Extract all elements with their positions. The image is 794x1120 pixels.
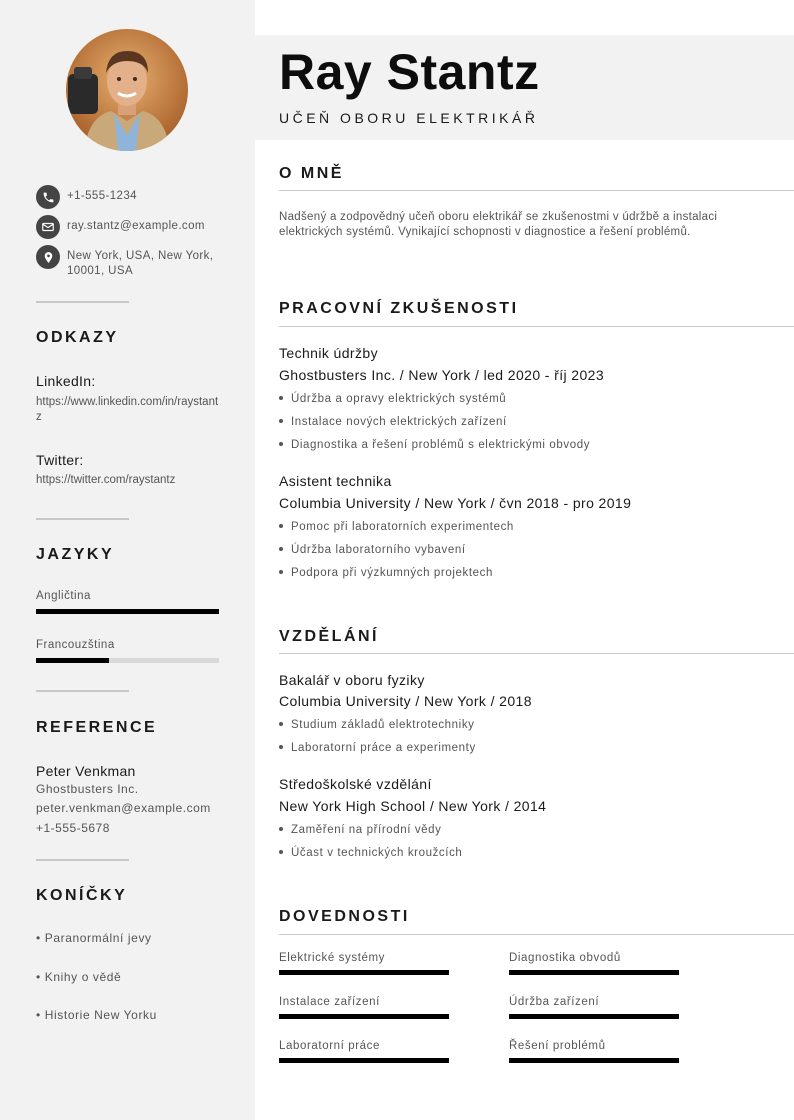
job-org-entry: Ghostbusters Inc. / New York / led 2020 - říj 2023 <box>279 367 605 383</box>
links-heading: ODKAZY <box>36 329 119 346</box>
skill-bar <box>279 1014 449 1019</box>
bullet-dot <box>279 547 283 551</box>
sidebar-divider <box>36 859 129 861</box>
bullet-text: Diagnostika a řešení problémů s elektrickými obvody <box>291 439 591 451</box>
bullet-text: Údržba laboratorního vybavení <box>291 544 466 556</box>
job-bullet <box>279 544 466 556</box>
skill-name: Instalace zařízení <box>279 996 380 1008</box>
section-rule <box>279 934 794 935</box>
job-org-entry: Columbia University / New York / čvn 2018 - pro 2019 <box>279 495 632 511</box>
reference-name: Peter Venkman <box>36 763 136 779</box>
language-name: Francouzština <box>36 639 115 651</box>
sidebar-divider <box>36 301 129 303</box>
sidebar-divider <box>36 690 129 692</box>
contact-phone <box>36 185 222 209</box>
languages-heading: JAZYKY <box>36 546 115 563</box>
reference-heading: REFERENCE <box>36 719 158 736</box>
bullet-text: Laboratorní práce a experimenty <box>291 742 476 754</box>
skill-name: Řešení problémů <box>509 1040 606 1052</box>
contact-email-text: ray.stantz@example.com <box>67 220 205 232</box>
bullet-text: Instalace nových elektrických zařízení <box>291 416 507 428</box>
sidebar-divider <box>36 518 129 520</box>
job-bullet <box>279 521 514 533</box>
header-band <box>255 35 794 140</box>
hobby-item: • Knihy o vědě <box>36 970 122 984</box>
section-rule <box>279 653 794 654</box>
reference-company: Ghostbusters Inc. <box>36 782 139 796</box>
bullet-dot <box>279 442 283 446</box>
full-name: Ray Stantz <box>279 44 540 100</box>
hobby-label: Paranormální jevy <box>44 931 152 945</box>
about-heading: O MNĚ <box>279 165 344 182</box>
skill-name: Údržba zařízení <box>509 996 600 1008</box>
hobby-label: Historie New Yorku <box>44 1008 157 1022</box>
skill-bar <box>279 970 449 975</box>
phone-icon <box>36 185 60 209</box>
skill-name: Elektrické systémy <box>279 952 386 964</box>
skill-bar <box>509 1014 679 1019</box>
bullet-text: Údržba a opravy elektrických systémů <box>291 393 507 405</box>
twitter-label: Twitter: <box>36 452 84 468</box>
linkedin-label: LinkedIn: <box>36 373 96 389</box>
bullet-dot <box>279 419 283 423</box>
job-bullet <box>279 439 590 451</box>
bullet-dot <box>279 396 283 400</box>
sidebar <box>0 0 255 1120</box>
contact-email <box>36 215 222 239</box>
bullet-text: Zaměření na přírodní vědy <box>291 824 442 836</box>
bullet-text: Podpora při výzkumných projektech <box>291 567 493 579</box>
reference-phone: +1-555-5678 <box>36 821 110 835</box>
job-bullet <box>279 393 506 405</box>
language-level-track <box>36 658 219 663</box>
skill-bar <box>509 1058 679 1063</box>
education-org-entry: New York High School / New York / 2014 <box>279 798 547 814</box>
bullet-text: Studium základů elektrotechniky <box>291 719 475 731</box>
linkedin-link[interactable]: https://www.linkedin.com/in/raystantz <box>36 396 219 423</box>
skill-bar <box>509 970 679 975</box>
bullet-dot <box>279 827 283 831</box>
education-title-entry: Středoškolské vzdělání <box>279 776 432 792</box>
contact-address <box>36 245 222 279</box>
main-content <box>255 0 794 1120</box>
about-text: Nadšený a zodpovědný učeň oboru elektrikář se zkušenostmi v údržbě a instalaci elektrických systémů. Vynikající schopnosti v diagnostice a řešení problémů. <box>279 211 718 238</box>
hobby-item: • Historie New Yorku <box>36 1008 157 1022</box>
section-rule <box>279 190 794 191</box>
hobbies-heading: KONÍČKY <box>36 887 128 904</box>
education-bullet <box>279 847 462 859</box>
skill-name: Diagnostika obvodů <box>509 952 621 964</box>
bullet-text: Pomoc při laboratorních experimentech <box>291 521 514 533</box>
skill-bar <box>279 1058 449 1063</box>
language-level-fill <box>36 658 109 663</box>
reference-email: peter.venkman@example.com <box>36 801 211 815</box>
language-level-track <box>36 609 219 614</box>
hobby-label: Knihy o vědě <box>44 970 122 984</box>
experience-heading: PRACOVNÍ ZKUŠENOSTI <box>279 300 519 317</box>
education-bullet <box>279 719 475 731</box>
bullet-dot <box>279 745 283 749</box>
education-bullet <box>279 742 476 754</box>
education-org-entry: Columbia University / New York / 2018 <box>279 693 532 709</box>
hobby-item: • Paranormální jevy <box>36 931 152 945</box>
education-heading: VZDĚLÁNÍ <box>279 628 379 645</box>
job-title-entry: Asistent technika <box>279 473 392 489</box>
bullet-dot <box>279 570 283 574</box>
education-bullet <box>279 824 442 836</box>
bullet-text: Účast v technických kroužcích <box>291 847 463 859</box>
twitter-link[interactable]: https://twitter.com/raystantz <box>36 474 176 486</box>
section-rule <box>279 326 794 327</box>
contact-phone-text: +1-555-1234 <box>67 190 137 202</box>
education-title-entry: Bakalář v oboru fyziky <box>279 672 425 688</box>
skill-name: Laboratorní práce <box>279 1040 380 1052</box>
bullet-dot <box>279 850 283 854</box>
skills-heading: DOVEDNOSTI <box>279 908 410 925</box>
contact-address-text: New York, USA, New York, 10001, USA <box>67 250 214 277</box>
envelope-icon <box>36 215 60 239</box>
job-bullet <box>279 567 493 579</box>
profile-photo <box>66 29 188 151</box>
job-title-entry: Technik údržby <box>279 345 378 361</box>
bullet-dot <box>279 722 283 726</box>
job-bullet <box>279 416 507 428</box>
location-pin-icon <box>36 245 60 269</box>
bullet-dot <box>279 524 283 528</box>
language-level-fill <box>36 609 219 614</box>
language-name: Angličtina <box>36 590 91 602</box>
job-title: UČEŇ OBORU ELEKTRIKÁŘ <box>279 110 539 126</box>
